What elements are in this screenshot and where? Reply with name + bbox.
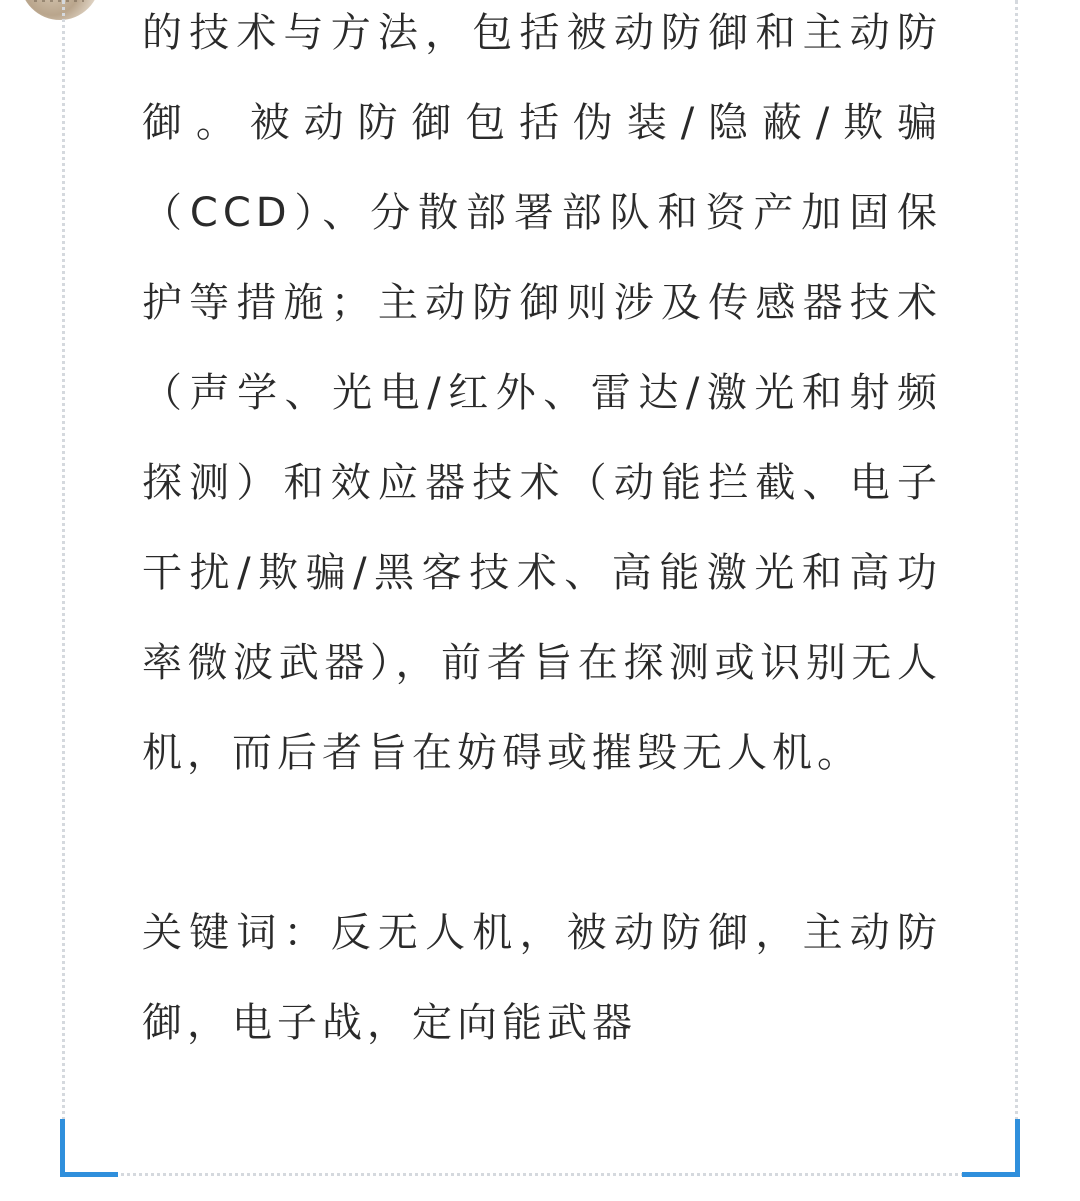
frame-corner-bottom-left (60, 1119, 118, 1177)
keywords-paragraph: 关键词：反无人机，被动防御，主动防御，电子战，定向能武器 (142, 910, 942, 1046)
body-paragraph: 的技术与方法，包括被动防御和主动防御。被动防御包括伪装/隐蔽/欺骗（CCD）、分散部署部队和资产加固保护等措施；主动防御则涉及传感器技术（声学、光电/红外、雷达/激光和射频探测）和效应器技术（动能拦截、电子干扰/欺骗/黑客技术、高能激光和高功率微波武器），前者旨在探测或识别无人机，而后者旨在妨碍或摧毁无人机。 (142, 10, 942, 776)
frame-corner-bottom-right (962, 1119, 1020, 1177)
article-content (142, 0, 942, 1068)
